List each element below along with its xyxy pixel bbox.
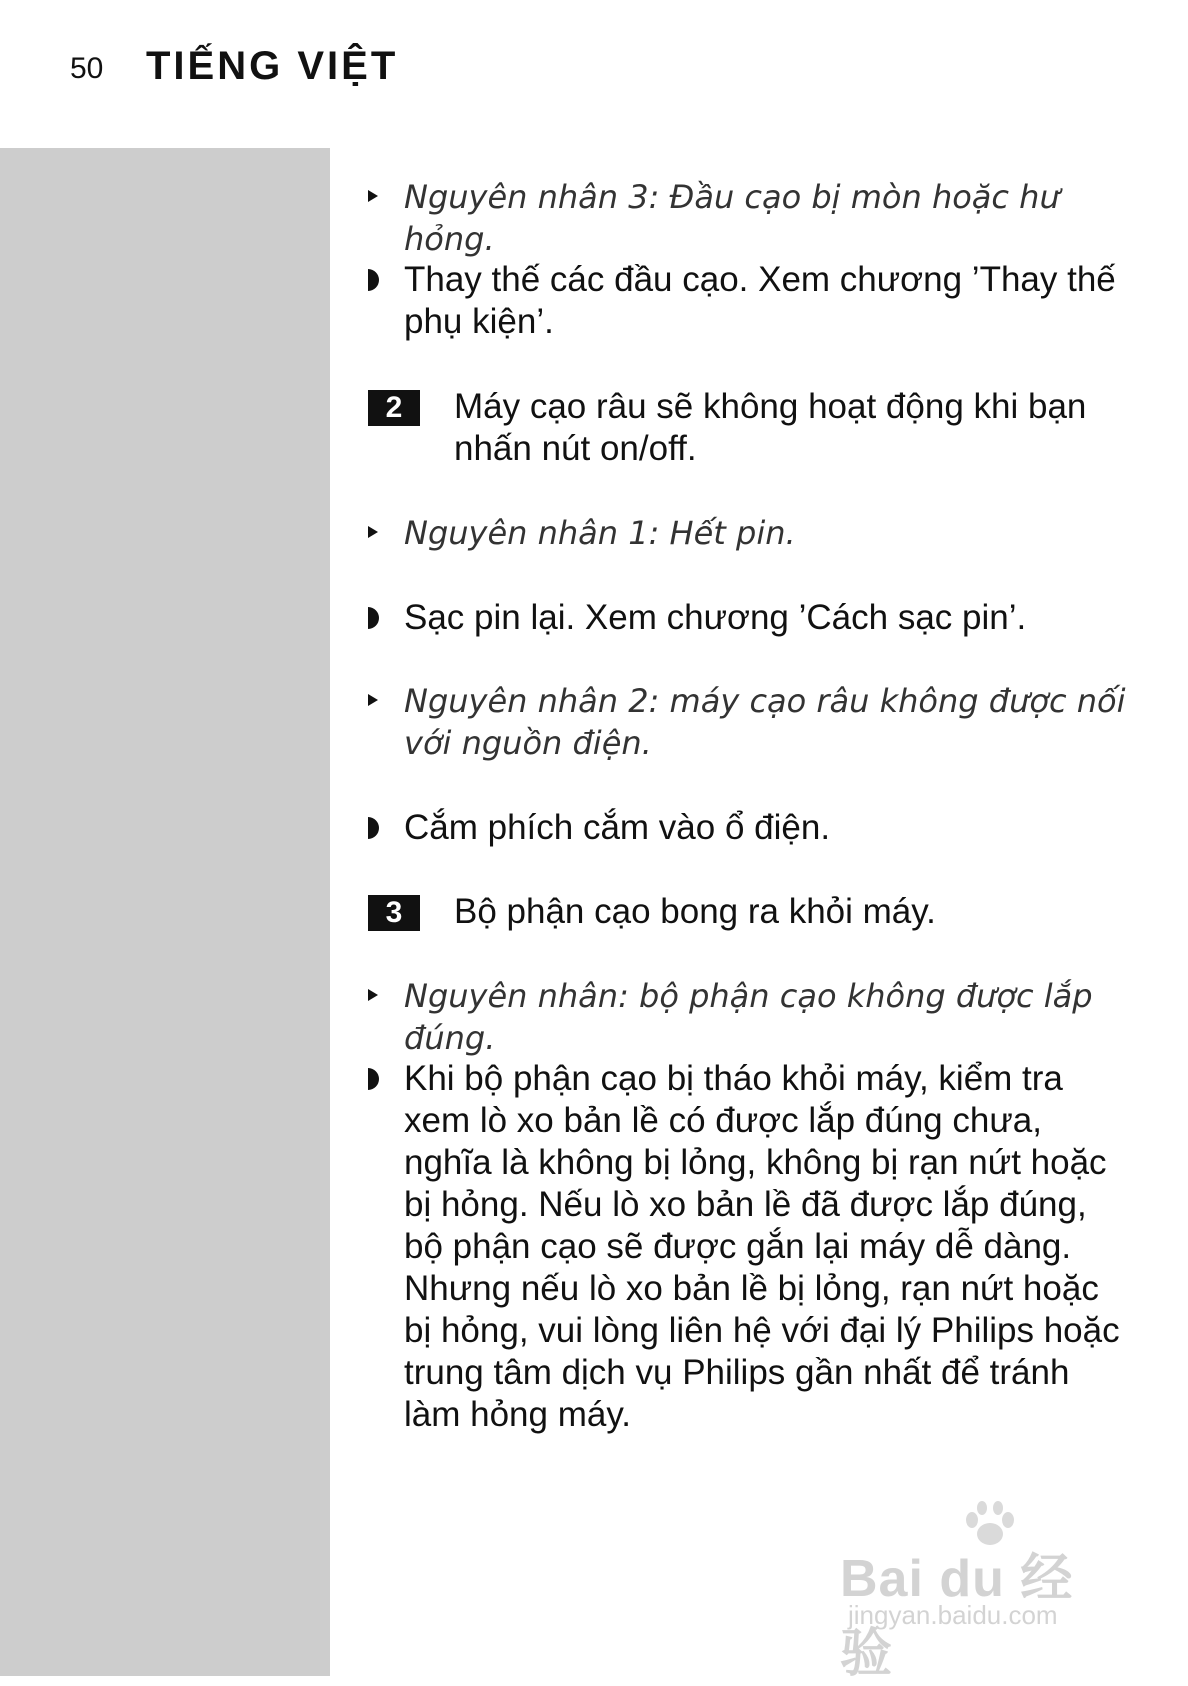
cause-text: Nguyên nhân 1: Hết pin. [404, 514, 796, 552]
triangle-bullet-icon [368, 989, 378, 1001]
triangle-bullet-icon [368, 694, 378, 706]
problem-number-badge: 2 [368, 390, 420, 426]
half-circle-bullet-icon [368, 817, 379, 839]
action-text: Khi bộ phận cạo bị tháo khỏi máy, kiểm tra xem lò xo bản lề có được lắp đúng chưa, nghĩa là không bị lỏng, không bị rạn nứt hoặc bị hỏng. Nếu lò xo bản lề đã được lắp đúng, bộ phận cạo sẽ được gắn lại máy dễ dàng. Nhưng nếu lò xo bản lề bị lỏng, rạn nứt hoặc bị hỏng, vui lòng liên hệ với đại lý Philips hoặc trung tâm dịch vụ Philips gần nhất để tránh làm hỏng máy. [404, 1059, 1120, 1434]
half-circle-bullet-icon [368, 269, 379, 291]
problem-text: Máy cạo râu sẽ không hoạt động khi bạn nhấn nút on/off. [454, 387, 1087, 468]
triangle-bullet-icon [368, 190, 378, 202]
action-text: Sạc pin lại. Xem chương ’Cách sạc pin’. [404, 598, 1027, 637]
problem-number-badge: 3 [368, 895, 420, 931]
cause-text: Nguyên nhân 3: Đầu cạo bị mòn hoặc hư hỏng. [404, 178, 1060, 258]
cause-text: Nguyên nhân: bộ phận cạo không được lắp đúng. [404, 977, 1093, 1057]
sidebar-gray-panel [0, 148, 330, 1676]
page-number: 50 [70, 52, 104, 85]
cause-text: Nguyên nhân 2: máy cạo râu không được nối với nguồn điện. [404, 682, 1126, 762]
watermark-url: jingyan.baidu.com [848, 1600, 1058, 1630]
action-text: Thay thế các đầu cạo. Xem chương ’Thay thế phụ kiện’. [404, 260, 1116, 341]
baidu-watermark [840, 1500, 1120, 1683]
half-circle-bullet-icon [368, 607, 379, 629]
problem-text: Bộ phận cạo bong ra khỏi máy. [454, 892, 936, 931]
page-title: TIẾNG VIỆT [146, 44, 399, 88]
watermark-brand: Bai du 经验 [840, 1550, 1074, 1683]
triangle-bullet-icon [368, 526, 378, 538]
half-circle-bullet-icon [368, 1068, 379, 1090]
action-text: Cắm phích cắm vào ổ điện. [404, 808, 831, 847]
